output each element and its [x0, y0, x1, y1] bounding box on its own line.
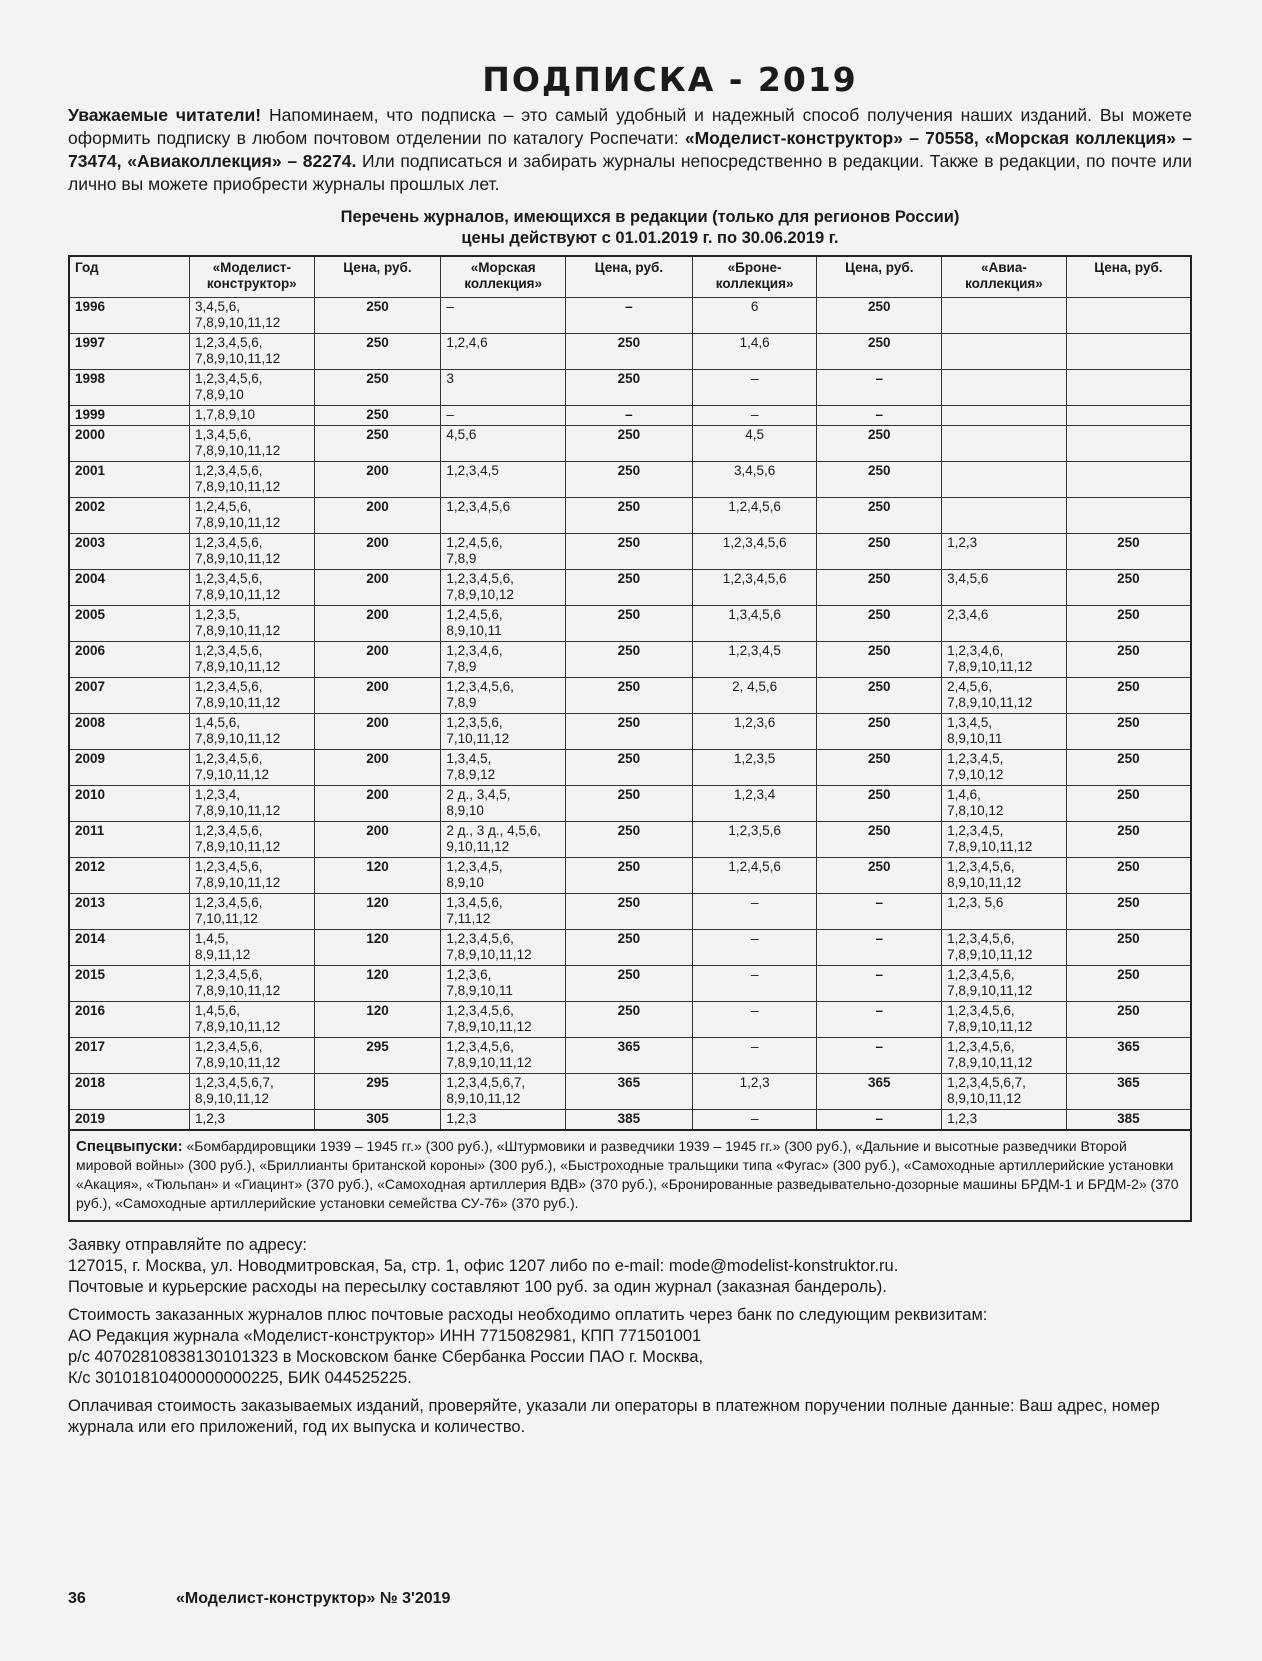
cell-bron-issues: 3,4,5,6 — [692, 462, 817, 498]
cell-mk-price: 200 — [314, 498, 441, 534]
cell-mk-issues: 1,2,4,5,6, 7,8,9,10,11,12 — [189, 498, 314, 534]
cell-bron-price: 250 — [817, 606, 942, 642]
cell-bron-price: – — [817, 1002, 942, 1038]
cell-bron-price: – — [817, 1110, 942, 1131]
cell-avia-price — [1066, 426, 1191, 462]
cell-bron-price: 250 — [817, 534, 942, 570]
cell-mor-issues: 1,2,3,4,5, 8,9,10 — [441, 858, 566, 894]
cell-avia-issues: 1,2,3 — [942, 1110, 1067, 1131]
cell-mor-price: 250 — [566, 858, 693, 894]
cell-avia-price — [1066, 498, 1191, 534]
cell-bron-issues: 1,2,3,4,5 — [692, 642, 817, 678]
intro-catalog-codes: «Моделист-конструктор» – 70558, «Морская коллекция» – 73474, «Авиаколлекция» – 82274. — [68, 128, 1192, 171]
intro-text-2: Или подписаться и забирать журналы непосредственно в редакции. Также в редакции, по почте или лично вы можете приобрести журналы прошлых лет. — [68, 151, 1192, 194]
header-bron-price: Цена, руб. — [817, 256, 942, 298]
cell-mk-price: 120 — [314, 1002, 441, 1038]
cell-bron-price: 250 — [817, 822, 942, 858]
intro-paragraph — [68, 104, 1192, 196]
cell-avia-price: 250 — [1066, 822, 1191, 858]
cell-bron-issues: 1,2,4,5,6 — [692, 858, 817, 894]
cell-mor-price: – — [566, 406, 693, 426]
cell-avia-issues — [942, 334, 1067, 370]
table-row — [69, 406, 1191, 426]
cell-bron-issues: 1,2,3,4,5,6 — [692, 570, 817, 606]
table-row — [69, 426, 1191, 462]
cell-bron-price: 250 — [817, 426, 942, 462]
specials-box — [68, 1131, 1192, 1222]
cell-year: 1996 — [69, 298, 189, 334]
cell-mor-price: 250 — [566, 370, 693, 406]
address-line: 127015, г. Москва, ул. Новодмитровская, 5а, стр. 1, офис 1207 либо по e-mail: mode@modelist-konstruktor.ru. — [68, 1257, 899, 1275]
cell-year: 2013 — [69, 894, 189, 930]
cell-mor-price: 385 — [566, 1110, 693, 1131]
cell-mk-issues: 1,2,3,4,5,6, 7,8,9,10,11,12 — [189, 858, 314, 894]
cell-bron-issues: 1,2,3,4,5,6 — [692, 534, 817, 570]
cell-mor-price: 250 — [566, 334, 693, 370]
cell-year: 2005 — [69, 606, 189, 642]
cell-avia-price — [1066, 298, 1191, 334]
cell-mk-price: 200 — [314, 642, 441, 678]
table-row — [69, 858, 1191, 894]
bank-line: Стоимость заказанных журналов плюс почтовые расходы необходимо оплатить через банк по следующим реквизитам: — [68, 1306, 988, 1324]
cell-mor-price: 250 — [566, 894, 693, 930]
cell-bron-price: – — [817, 406, 942, 426]
table-header-row — [69, 256, 1191, 298]
cell-avia-price: 250 — [1066, 750, 1191, 786]
cell-bron-price: – — [817, 370, 942, 406]
address-line: Заявку отправляйте по адресу: — [68, 1236, 307, 1254]
cell-avia-price — [1066, 462, 1191, 498]
cell-bron-issues: – — [692, 1002, 817, 1038]
cell-mk-issues: 1,2,3,4,5,6, 7,9,10,11,12 — [189, 750, 314, 786]
bank-line: р/с 40702810838130101323 в Московском банке Сбербанка России ПАО г. Москва, — [68, 1348, 704, 1366]
cell-year: 2002 — [69, 498, 189, 534]
footer-magazine: «Моделист-конструктор» № 3'2019 — [176, 1590, 451, 1607]
cell-avia-issues — [942, 426, 1067, 462]
cell-avia-issues: 1,2,3 — [942, 534, 1067, 570]
header-mk: «Моделист-конструктор» — [189, 256, 314, 298]
cell-mk-issues: 1,2,3,4,5,6, 7,8,9,10,11,12 — [189, 966, 314, 1002]
cell-bron-issues: – — [692, 966, 817, 1002]
cell-mor-issues: 1,2,3,4,5,6, 7,8,9,10,11,12 — [441, 1002, 566, 1038]
cell-avia-price: 250 — [1066, 642, 1191, 678]
cell-mk-issues: 1,2,3,4,5,6, 7,10,11,12 — [189, 894, 314, 930]
page-title: ПОДПИСКА - 2019 — [482, 60, 858, 99]
cell-mor-price: 250 — [566, 426, 693, 462]
cell-mk-price: 200 — [314, 786, 441, 822]
cell-bron-price: 250 — [817, 298, 942, 334]
cell-mor-price: 250 — [566, 498, 693, 534]
cell-mor-price: 250 — [566, 930, 693, 966]
cell-bron-issues: – — [692, 370, 817, 406]
table-row — [69, 1074, 1191, 1110]
cell-bron-price: 250 — [817, 334, 942, 370]
cell-mk-issues: 1,2,3,4,5,6, 7,8,9,10,11,12 — [189, 642, 314, 678]
cell-avia-issues: 2,4,5,6, 7,8,9,10,11,12 — [942, 678, 1067, 714]
table-row — [69, 298, 1191, 334]
cell-mk-price: 120 — [314, 966, 441, 1002]
price-table — [68, 255, 1192, 1131]
cell-bron-issues: 1,2,3,5 — [692, 750, 817, 786]
cell-avia-issues: 3,4,5,6 — [942, 570, 1067, 606]
cell-avia-issues: 1,3,4,5, 8,9,10,11 — [942, 714, 1067, 750]
cell-avia-price — [1066, 334, 1191, 370]
table-row — [69, 606, 1191, 642]
cell-bron-issues: 4,5 — [692, 426, 817, 462]
table-row — [69, 1110, 1191, 1131]
cell-avia-issues: 1,2,3,4,5,6, 8,9,10,11,12 — [942, 858, 1067, 894]
cell-avia-issues — [942, 370, 1067, 406]
cell-year: 2012 — [69, 858, 189, 894]
cell-mor-issues: 2 д., 3,4,5, 8,9,10 — [441, 786, 566, 822]
cell-mk-issues: 1,2,3,4,5,6, 7,8,9,10,11,12 — [189, 1038, 314, 1074]
cell-mor-issues: 1,3,4,5, 7,8,9,12 — [441, 750, 566, 786]
table-row — [69, 370, 1191, 406]
cell-mor-issues: 1,2,3,4,5,6, 7,8,9 — [441, 678, 566, 714]
cell-mk-price: 200 — [314, 822, 441, 858]
cell-mk-issues: 1,2,3,4,5,6, 7,8,9,10,11,12 — [189, 822, 314, 858]
cell-avia-price: 250 — [1066, 894, 1191, 930]
table-subtitle-line-2: цены действуют с 01.01.2019 г. по 30.06.2019 г. — [461, 229, 839, 247]
cell-mor-price: 250 — [566, 642, 693, 678]
cell-mk-issues: 1,4,5, 8,9,11,12 — [189, 930, 314, 966]
table-row — [69, 498, 1191, 534]
cell-mk-price: 120 — [314, 858, 441, 894]
cell-mk-price: 295 — [314, 1074, 441, 1110]
cell-avia-price: 250 — [1066, 966, 1191, 1002]
page-number: 36 — [68, 1590, 86, 1607]
cell-mor-issues: – — [441, 406, 566, 426]
cell-avia-price: 250 — [1066, 786, 1191, 822]
table-row — [69, 642, 1191, 678]
cell-bron-issues: 1,4,6 — [692, 334, 817, 370]
cell-mk-price: 250 — [314, 334, 441, 370]
cell-mk-issues: 1,7,8,9,10 — [189, 406, 314, 426]
cell-year: 2007 — [69, 678, 189, 714]
intro-text-1: Напоминаем, что подписка – это самый удобный и надежный способ получения наших изданий. Вы можете оформить подписку в любом почтовом отделении по каталогу Роспечати: — [68, 105, 1192, 148]
specials-label: Спецвыпуски: — [76, 1138, 183, 1155]
cell-mk-price: 295 — [314, 1038, 441, 1074]
cell-avia-issues: 1,2,3,4,5,6, 7,8,9,10,11,12 — [942, 966, 1067, 1002]
address-paragraph-1 — [68, 1235, 1192, 1298]
cell-avia-price: 250 — [1066, 858, 1191, 894]
cell-mk-price: 250 — [314, 426, 441, 462]
cell-mor-issues: 1,2,3,4,5,6 — [441, 498, 566, 534]
cell-mk-price: 200 — [314, 534, 441, 570]
cell-mk-price: 305 — [314, 1110, 441, 1131]
cell-mk-issues: 1,4,5,6, 7,8,9,10,11,12 — [189, 1002, 314, 1038]
cell-bron-price: – — [817, 1038, 942, 1074]
cell-mk-issues: 1,2,3,4,5,6, 7,8,9,10,11,12 — [189, 462, 314, 498]
table-row — [69, 570, 1191, 606]
cell-bron-issues: 6 — [692, 298, 817, 334]
cell-mor-issues: 2 д., 3 д., 4,5,6, 9,10,11,12 — [441, 822, 566, 858]
cell-avia-issues: 2,3,4,6 — [942, 606, 1067, 642]
header-bron: «Броне-коллекция» — [692, 256, 817, 298]
cell-bron-issues: 2, 4,5,6 — [692, 678, 817, 714]
table-row — [69, 462, 1191, 498]
cell-year: 1999 — [69, 406, 189, 426]
cell-mor-price: – — [566, 298, 693, 334]
cell-mor-issues: 3 — [441, 370, 566, 406]
cell-bron-issues: – — [692, 1038, 817, 1074]
cell-mor-price: 250 — [566, 606, 693, 642]
cell-mk-issues: 1,2,3,4,5,6, 7,8,9,10,11,12 — [189, 678, 314, 714]
cell-bron-price: 250 — [817, 462, 942, 498]
cell-year: 2014 — [69, 930, 189, 966]
cell-mk-issues: 1,2,3 — [189, 1110, 314, 1131]
cell-mk-issues: 1,2,3,4,5,6, 7,8,9,10 — [189, 370, 314, 406]
cell-avia-issues: 1,2,3,4,5, 7,9,10,12 — [942, 750, 1067, 786]
cell-mor-issues: 1,2,3,4,5,6, 7,8,9,10,12 — [441, 570, 566, 606]
cell-bron-price: 250 — [817, 714, 942, 750]
cell-mor-price: 365 — [566, 1074, 693, 1110]
header-avia: «Авиа-коллекция» — [942, 256, 1067, 298]
cell-bron-issues: 1,2,3,5,6 — [692, 822, 817, 858]
cell-mk-price: 200 — [314, 714, 441, 750]
cell-bron-issues: 1,2,3 — [692, 1074, 817, 1110]
cell-mk-issues: 1,2,3,4,5,6,7, 8,9,10,11,12 — [189, 1074, 314, 1110]
cell-bron-issues: 1,2,4,5,6 — [692, 498, 817, 534]
cell-avia-issues: 1,2,3, 5,6 — [942, 894, 1067, 930]
cell-year: 2019 — [69, 1110, 189, 1131]
cell-mk-price: 250 — [314, 406, 441, 426]
cell-bron-issues: 1,2,3,4 — [692, 786, 817, 822]
page — [68, 60, 1192, 1445]
cell-mk-issues: 1,2,3,4,5,6, 7,8,9,10,11,12 — [189, 534, 314, 570]
cell-year: 2008 — [69, 714, 189, 750]
cell-mk-price: 200 — [314, 750, 441, 786]
page-footer — [68, 1590, 450, 1608]
cell-mk-price: 200 — [314, 678, 441, 714]
cell-bron-price: 250 — [817, 858, 942, 894]
table-row — [69, 334, 1191, 370]
cell-bron-price: 250 — [817, 498, 942, 534]
cell-avia-price: 250 — [1066, 678, 1191, 714]
cell-mor-price: 365 — [566, 1038, 693, 1074]
cell-mk-issues: 1,2,3,4,5,6, 7,8,9,10,11,12 — [189, 570, 314, 606]
cell-mor-issues: 1,2,3 — [441, 1110, 566, 1131]
cell-mor-price: 250 — [566, 714, 693, 750]
cell-mk-price: 250 — [314, 370, 441, 406]
table-subtitle-line-1: Перечень журналов, имеющихся в редакции (только для регионов России) — [340, 208, 960, 226]
specials-text: «Бомбардировщики 1939 – 1945 гг.» (300 руб.), «Штурмовики и разведчики 1939 – 1945 гг.» (300 руб.), «Дальние и высотные разведчики Второй мировой войны» (300 руб.), «Бриллианты британской короны» (300 руб.), «Быстроходные тральщики типа «Фугас» (300 руб.), «Самоходные артиллерийские установки «Акация», «Тюльпан» и «Гиацинт» (370 руб.), «Самоходная артиллерия ВДВ» (370 руб.), «Бронированные разведывательно-дозорные машины БРДМ-1 и БРДМ-2» (370 руб.), «Самоходные артиллерийские установки семейства СУ-76» (370 руб.). — [76, 1138, 1179, 1211]
cell-avia-price: 365 — [1066, 1074, 1191, 1110]
bank-line: К/с 30101810400000000225, БИК 044525225. — [68, 1369, 412, 1387]
table-row — [69, 714, 1191, 750]
cell-avia-issues — [942, 298, 1067, 334]
cell-mk-issues: 1,2,3,4, 7,8,9,10,11,12 — [189, 786, 314, 822]
address-line: Почтовые и курьерские расходы на пересылку составляют 100 руб. за один журнал (заказная бандероль). — [68, 1278, 887, 1296]
cell-avia-price: 250 — [1066, 534, 1191, 570]
cell-avia-price: 250 — [1066, 606, 1191, 642]
cell-year: 2010 — [69, 786, 189, 822]
cell-mor-issues: 1,2,3,4,5,6, 7,8,9,10,11,12 — [441, 930, 566, 966]
table-row — [69, 822, 1191, 858]
cell-mk-issues: 1,2,3,4,5,6, 7,8,9,10,11,12 — [189, 334, 314, 370]
table-row — [69, 930, 1191, 966]
cell-bron-price: – — [817, 930, 942, 966]
cell-avia-issues: 1,2,3,4,5, 7,8,9,10,11,12 — [942, 822, 1067, 858]
cell-mk-issues: 1,3,4,5,6, 7,8,9,10,11,12 — [189, 426, 314, 462]
cell-bron-issues: 1,2,3,6 — [692, 714, 817, 750]
cell-mor-issues: 1,3,4,5,6, 7,11,12 — [441, 894, 566, 930]
cell-year: 2004 — [69, 570, 189, 606]
address-paragraph-2 — [68, 1305, 1192, 1389]
header-mk-price: Цена, руб. — [314, 256, 441, 298]
bank-line: АО Редакция журнала «Моделист-конструктор» ИНН 7715082981, КПП 771501001 — [68, 1327, 702, 1345]
cell-avia-price: 250 — [1066, 1002, 1191, 1038]
table-row — [69, 534, 1191, 570]
cell-mor-issues: 1,2,4,5,6, 7,8,9 — [441, 534, 566, 570]
cell-avia-issues — [942, 462, 1067, 498]
cell-mor-price: 250 — [566, 462, 693, 498]
cell-mor-price: 250 — [566, 822, 693, 858]
cell-mk-issues: 3,4,5,6, 7,8,9,10,11,12 — [189, 298, 314, 334]
cell-avia-issues: 1,4,6, 7,8,10,12 — [942, 786, 1067, 822]
cell-year: 2009 — [69, 750, 189, 786]
cell-mk-issues: 1,2,3,5, 7,8,9,10,11,12 — [189, 606, 314, 642]
cell-year: 2000 — [69, 426, 189, 462]
cell-mk-price: 200 — [314, 606, 441, 642]
address-paragraph-3: Оплачивая стоимость заказываемых изданий, проверяйте, указали ли операторы в платежном поручении полные данные: Ваш адрес, номер журнала или его приложений, год их выпуска и количество. — [68, 1397, 1160, 1436]
address-section — [68, 1235, 1192, 1438]
table-row — [69, 1038, 1191, 1074]
header-avia-price: Цена, руб. — [1066, 256, 1191, 298]
cell-mor-price: 250 — [566, 786, 693, 822]
cell-avia-price — [1066, 406, 1191, 426]
header-mor: «Морская коллекция» — [441, 256, 566, 298]
intro-greeting: Уважаемые читатели! — [68, 105, 262, 125]
cell-mk-issues: 1,4,5,6, 7,8,9,10,11,12 — [189, 714, 314, 750]
cell-mk-price: 120 — [314, 894, 441, 930]
cell-bron-price: – — [817, 894, 942, 930]
cell-avia-price: 250 — [1066, 930, 1191, 966]
table-row — [69, 894, 1191, 930]
cell-year: 2006 — [69, 642, 189, 678]
cell-year: 2016 — [69, 1002, 189, 1038]
cell-mor-issues: 4,5,6 — [441, 426, 566, 462]
cell-mor-price: 250 — [566, 534, 693, 570]
cell-bron-issues: – — [692, 930, 817, 966]
cell-bron-price: 250 — [817, 750, 942, 786]
cell-year: 1998 — [69, 370, 189, 406]
header-mor-price: Цена, руб. — [566, 256, 693, 298]
cell-year: 2017 — [69, 1038, 189, 1074]
cell-bron-issues: 1,3,4,5,6 — [692, 606, 817, 642]
cell-mor-issues: 1,2,4,6 — [441, 334, 566, 370]
table-row — [69, 786, 1191, 822]
cell-bron-price: 250 — [817, 678, 942, 714]
cell-bron-price: – — [817, 966, 942, 1002]
cell-mk-price: 200 — [314, 570, 441, 606]
cell-bron-issues: – — [692, 406, 817, 426]
cell-bron-issues: – — [692, 894, 817, 930]
cell-mor-price: 250 — [566, 1002, 693, 1038]
cell-mk-price: 120 — [314, 930, 441, 966]
cell-bron-price: 250 — [817, 642, 942, 678]
table-row — [69, 1002, 1191, 1038]
cell-year: 1997 — [69, 334, 189, 370]
cell-mor-price: 250 — [566, 750, 693, 786]
cell-avia-price: 365 — [1066, 1038, 1191, 1074]
cell-mor-issues: 1,2,3,4,5 — [441, 462, 566, 498]
cell-mor-price: 250 — [566, 966, 693, 1002]
cell-year: 2015 — [69, 966, 189, 1002]
table-row — [69, 966, 1191, 1002]
cell-mor-issues: – — [441, 298, 566, 334]
cell-avia-issues: 1,2,3,4,6, 7,8,9,10,11,12 — [942, 642, 1067, 678]
cell-mor-issues: 1,2,3,4,5,6, 7,8,9,10,11,12 — [441, 1038, 566, 1074]
cell-mor-issues: 1,2,3,5,6, 7,10,11,12 — [441, 714, 566, 750]
cell-mor-issues: 1,2,4,5,6, 8,9,10,11 — [441, 606, 566, 642]
table-subtitle — [68, 207, 1192, 249]
cell-avia-issues: 1,2,3,4,5,6, 7,8,9,10,11,12 — [942, 1038, 1067, 1074]
cell-avia-issues — [942, 406, 1067, 426]
cell-mk-price: 250 — [314, 298, 441, 334]
table-row — [69, 750, 1191, 786]
cell-mk-price: 200 — [314, 462, 441, 498]
cell-year: 2018 — [69, 1074, 189, 1110]
table-body — [69, 298, 1191, 1131]
cell-avia-issues: 1,2,3,4,5,6, 7,8,9,10,11,12 — [942, 930, 1067, 966]
cell-avia-issues: 1,2,3,4,5,6, 7,8,9,10,11,12 — [942, 1002, 1067, 1038]
cell-avia-issues: 1,2,3,4,5,6,7, 8,9,10,11,12 — [942, 1074, 1067, 1110]
table-row — [69, 678, 1191, 714]
cell-mor-issues: 1,2,3,4,6, 7,8,9 — [441, 642, 566, 678]
cell-bron-price: 250 — [817, 786, 942, 822]
cell-year: 2003 — [69, 534, 189, 570]
header-year: Год — [69, 256, 189, 298]
cell-year: 2001 — [69, 462, 189, 498]
cell-bron-issues: – — [692, 1110, 817, 1131]
cell-avia-price: 250 — [1066, 714, 1191, 750]
cell-mor-issues: 1,2,3,6, 7,8,9,10,11 — [441, 966, 566, 1002]
cell-bron-price: 250 — [817, 570, 942, 606]
cell-bron-price: 365 — [817, 1074, 942, 1110]
cell-avia-issues — [942, 498, 1067, 534]
cell-year: 2011 — [69, 822, 189, 858]
cell-mor-issues: 1,2,3,4,5,6,7, 8,9,10,11,12 — [441, 1074, 566, 1110]
cell-avia-price — [1066, 370, 1191, 406]
cell-avia-price: 250 — [1066, 570, 1191, 606]
cell-avia-price: 385 — [1066, 1110, 1191, 1131]
cell-mor-price: 250 — [566, 570, 693, 606]
cell-mor-price: 250 — [566, 678, 693, 714]
